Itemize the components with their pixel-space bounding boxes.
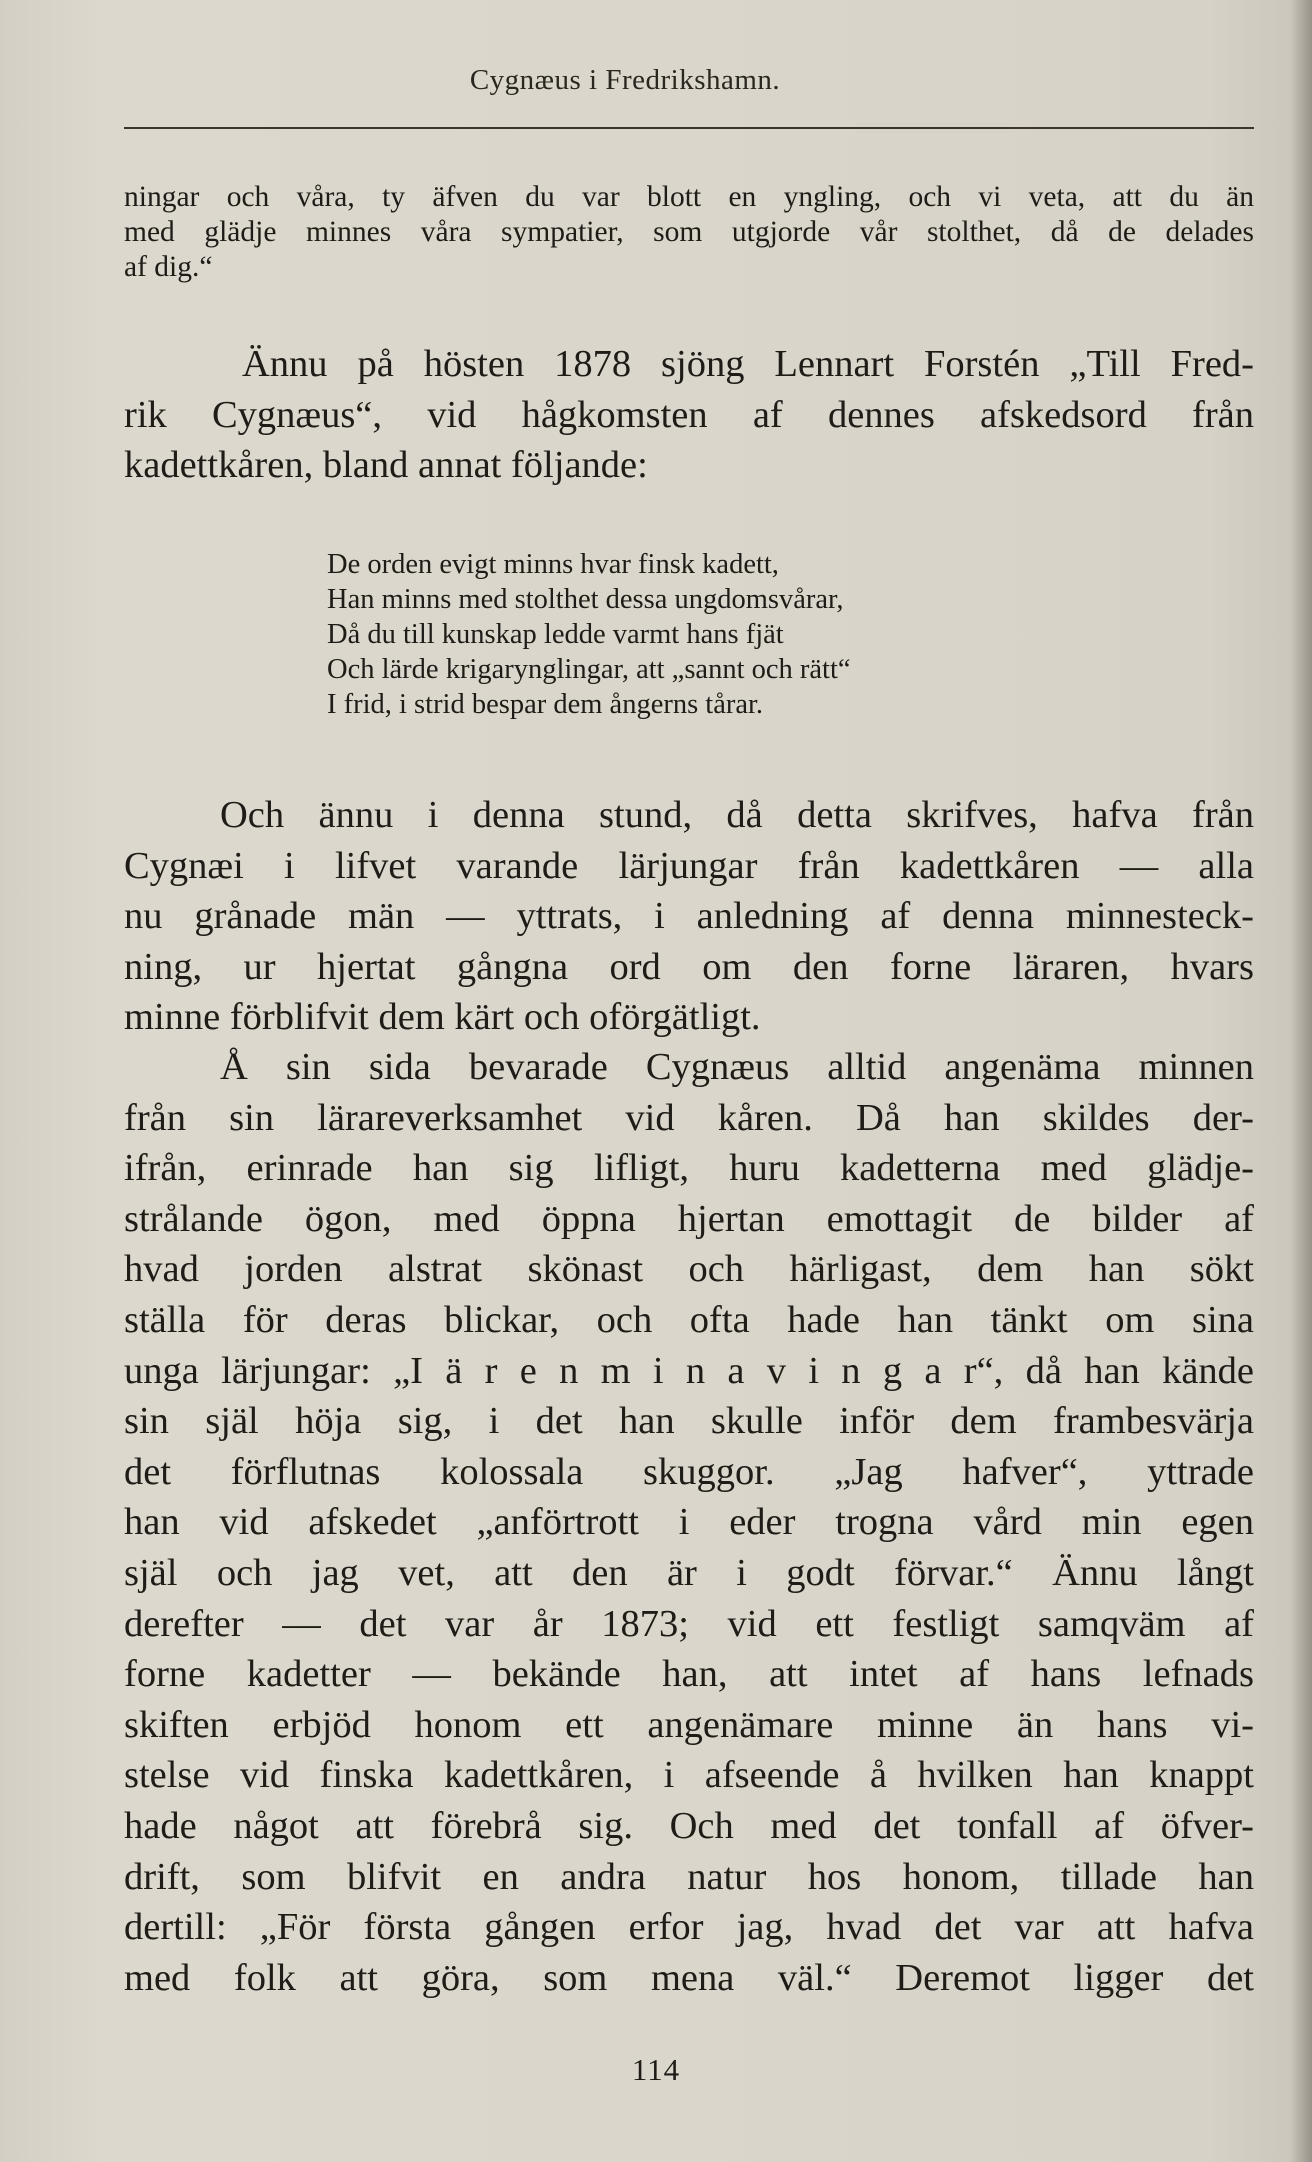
text-line: stelse vid finska kadettkåren, i afseende å hvilken han knappt xyxy=(124,1754,1254,1797)
header-rule xyxy=(124,127,1254,129)
text-line: från sin lärareverksamhet vid kåren. Då han skildes der- xyxy=(124,1096,1254,1139)
paragraph-students xyxy=(124,790,1254,1043)
text-line: derefter — det var år 1873; vid ett festligt samqväm af xyxy=(124,1602,1254,1645)
text-line: rik Cygnæus“, vid hågkomsten af dennes afskedsord från xyxy=(124,393,1254,436)
text-line: hvad jorden alstrat skönast och härligast, dem han sökt xyxy=(124,1248,1254,1291)
text-line: Ännu på hösten 1878 sjöng Lennart Forstén „Till Fred- xyxy=(242,343,1254,385)
text-line: minne förblifvit dem kärt och oförgätligt. xyxy=(124,996,761,1039)
text-line: kadettkåren, bland annat följande: xyxy=(124,444,648,487)
running-head: Cygnæus i Fredrikshamn. xyxy=(469,64,781,96)
text-line: sin själ höja sig, i det han skulle inför dem frambesvärja xyxy=(124,1400,1254,1443)
text-line: dertill: „För första gången erfor jag, hvad det var att hafva xyxy=(124,1906,1254,1949)
paragraph-forsten xyxy=(124,339,1254,491)
text-line: hade något att förebrå sig. Och med det tonfall af öfver- xyxy=(124,1804,1254,1847)
text-line: själ och jag vet, att den är i godt förvar.“ Ännu långt xyxy=(124,1551,1254,1594)
poem-line: Och lärde krigarynglingar, att „sannt och rätt“ xyxy=(327,654,851,685)
text-line: ställa för deras blickar, och ofta hade han tänkt om sina xyxy=(124,1298,1254,1341)
text-line: forne kadetter — bekände han, att intet af hans lefnads xyxy=(124,1653,1254,1696)
page-number: 114 xyxy=(631,2052,681,2087)
poem-line: Han minns med stolthet dessa ungdomsvårar, xyxy=(327,584,844,615)
text-line: Å sin sida bevarade Cygnæus alltid angenäma minnen xyxy=(220,1046,1254,1088)
text-line: Cygnæi i lifvet varande lärjungar från kadettkåren — alla xyxy=(124,844,1254,887)
text-line: det förflutnas kolossala skuggor. „Jag hafver“, yttrade xyxy=(124,1450,1254,1493)
continuation-text xyxy=(124,180,1254,285)
poem-stanza xyxy=(327,547,1007,722)
text-line: med glädje minnes våra sympatier, som utgjorde vår stolthet, då de delades xyxy=(124,216,1254,248)
text-line: han vid afskedet „anförtrott i eder trogna vård min egen xyxy=(124,1501,1254,1544)
paragraph-memories xyxy=(124,1042,1254,2003)
poem-line: Då du till kunskap ledde varmt hans fjät xyxy=(327,619,784,650)
text-line: drift, som blifvit en andra natur hos honom, tillade han xyxy=(124,1855,1254,1898)
text-line: skiften erbjöd honom ett angenämare minne än hans vi- xyxy=(124,1703,1254,1746)
text-line: strålande ögon, med öppna hjertan emottagit de bilder af xyxy=(124,1197,1254,1240)
text-line: ningar och våra, ty äfven du var blott en yngling, och vi veta, att du än xyxy=(124,181,1254,213)
poem-line: I frid, i strid bespar dem ångerns tårar. xyxy=(327,689,764,720)
text-line: Och ännu i denna stund, då detta skrifves, hafva från xyxy=(220,794,1254,836)
text-line: med folk att göra, som mena väl.“ Deremot ligger det xyxy=(124,1956,1254,1999)
text-line: ning, ur hjertat gångna ord om den forne läraren, hvars xyxy=(124,945,1254,988)
text-line: nu grånade män — yttrats, i anledning af denna minnesteck- xyxy=(124,895,1254,938)
text-line: ifrån, erinrade han sig lifligt, huru kadetterna med glädje- xyxy=(124,1147,1254,1190)
poem-line: De orden evigt minns hvar finsk kadett, xyxy=(327,549,779,580)
text-line: unga lärjungar: „I ä r e n m i n a v i n g a r“, då han kände xyxy=(124,1349,1254,1392)
text-line: af dig.“ xyxy=(124,251,213,283)
page-edge-shadow xyxy=(1290,0,1312,2162)
